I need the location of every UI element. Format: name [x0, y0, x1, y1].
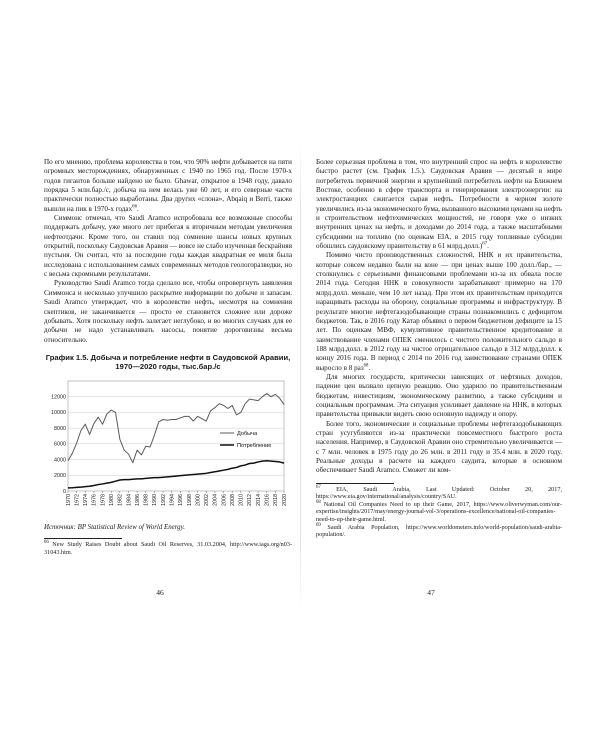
footnote-rule [316, 483, 394, 484]
x-tick-label: 2018 [273, 493, 280, 506]
footnote-mark: 66 [44, 539, 49, 545]
footnote-text: EIA, Saudi Arabia, Last Updated: October 20, 2017, https://www.eia.gov/international/analysis/country/SAU. [316, 485, 562, 501]
left-paragraph-3: Руководство Saudi Aramco тогда сделало все, чтобы опровергнуть заявления Симмонса и несколько улучшило раскрытие информации по добыче и запасам. Saudi Aramco утверждает, что в королевстве нефть, несмотря на сомнения скептиков, не заканчивается — просто ее становится сложнее или дороже добывать. Хотя поскольку нефть залегает неглубоко, и во многих случаях для ее добычи не надо устанавливать насосы, понятие дороговизны весьма относительно. [44, 279, 292, 344]
x-tick-label: 2004 [212, 493, 219, 506]
chart-source: Источник: BP Statistical Review of World Energy. [44, 523, 185, 531]
left-paragraph-2: Симмонс отмечал, что Saudi Aramco испробовала все возможные способы поддержать добычу, уже много лет прибегая к вторичным методам увеличения нефтеотдачи. Кроме того, он ставил под сомнение шансы новых крупных открытий, поскольку Саудовская Аравия — вовсе не слабо изученная бескрайняя пустыня. Он считал, что за последние годы каждая квадратная ее миля была исследована с использованием самых современных методов геологоразведки, но с весьма скромными результатами. [44, 214, 292, 279]
x-tick-label: 1996 [178, 493, 185, 506]
x-tick-label: 1978 [100, 493, 107, 506]
x-tick-label: 2016 [264, 493, 271, 506]
x-tick-label: 2002 [204, 493, 211, 506]
x-tick-label: 1972 [74, 493, 81, 506]
footnote-text: New Study Raises Doubt about Saudi Oil Reserves, 31.03.2004, http://www.iags.org/n03-31043.htm. [44, 541, 293, 556]
y-tick-label: 12000 [51, 394, 66, 401]
x-tick-label: 2000 [195, 493, 202, 506]
left-paragraph-1: По его мнению, проблема королевства в том, что 90% нефти добывается на пяти огромных месторождениях, обнаруженных с 1940 по 1965 год. После 1970-х годов гигантов больше найдено не было. Ghawar, открытое в 1948 году, давало порядка 5 млн.бар./с, добыча на нем велась уже 60 лет, и его северные части практически полностью выработаны. Два других «слона», Abqaiq и Berri, также вышли на пик в 1970-х годах$^{66}$. [44, 158, 292, 213]
right-paragraph-1: Более серьезная проблема в том, что внутренний спрос на нефть в королевстве быстро растет (см. График 1.5.). Саудовская Аравия — десятый в мире потребитель первичной энергии и крупнейший потребитель нефти на Ближнем Востоке, особенно в сфере транспорта и генерирования электроэнергии: на электростанциях сжигается сырая нефть. Потребности в черном золоте увеличились из-за экономического бума, вызванного высокими ценами на нефть и строительством нефтехимических мощностей, не говоря уже о низких внутренних ценах на нефть, и доходами до 2014 года, а также масштабными субсидиями на топливо (по оценкам EIA, в 2015 году топливные субсидии обошлись саудовскому правительству в 61 млрд.долл.)$^{67}$. [316, 158, 562, 251]
footnote-text: Saudi Arabia Population, https://www.worldometers.info/world-population/saudi-arabia-population/. [316, 523, 563, 539]
x-tick-label: 1988 [143, 493, 150, 506]
right-paragraph-2: Помимо чисто производственных сложностей, ННК и их правительства, которые совсем недавно были на коне — при ценах выше 100 долл./бар., — столкнулись с серьезными финансовыми проблемами из-за их обвала после 2014 года. Сегодня ННК в совокупности зарабатывают примерно на 170 млрд.долл. меньше, чем 10 лет назад. При этом их правительствам приходится наращивать расходы на оборону, социальные программы и инфраструктуру. В результате многие нефтегазодобывающие страны познакомились с дефицитом бюджетов. Так, в 2016 году Катар объявил о первом бюджетном дефиците за 15 лет. По оценкам МВФ, кумулятивное правительственное кредитование и заимствование членами ОПЕК сменилось с чистого положительного сальдо в 188 млрд.долл. в 2012 году на чистое отрицательное сальдо в 312 млрд.долл. к концу 2016 года. В период с 2014 по 2016 год заимствование странами ОПЕК выросло в 8 раз$^{68}$. [316, 251, 562, 372]
x-tick-label: 2010 [238, 493, 245, 506]
right-paragraph-4: Более того, экономические и социальные проблемы нефтегазодобывающих стран усугубляются из-за практически повсеместного быстрого роста населения. Например, в Саудовской Аравии оно стремительно увеличивается — с 7 млн. человек в 1975 году до 26 млн. в 2011 году и 35.4 млн. в 2020 году. Реальные доходы в расчете на каждого саудита, которые в основном обеспечивает Saudi Aramco. Сможет ли ком- [316, 419, 562, 475]
footnote-68 [316, 501, 562, 524]
x-tick-label: 1990 [152, 493, 159, 506]
page-number-left: 46 [156, 588, 164, 597]
book-gutter [300, 140, 301, 610]
x-tick-label: 2012 [247, 493, 254, 506]
left-page [44, 158, 292, 598]
footnote-ref: 68 [363, 363, 369, 369]
footnote-text: National Oil Companies Need to up their Game, 2017, https://www.oliverwyman.com/our-expertise/insights/2017/may/energy-journal-vol-3/operations-excellence/national-oil-companies-need-to-up-their-game.html. [316, 500, 563, 524]
x-tick-label: 1970 [65, 493, 72, 506]
x-tick-label: 1976 [91, 493, 98, 506]
y-tick-label: 8000 [54, 425, 66, 432]
x-tick-label: 1992 [160, 493, 167, 506]
footnote-mark: 67 [316, 484, 321, 490]
x-tick-label: 1998 [186, 493, 193, 506]
x-tick-label: 1980 [109, 493, 115, 506]
footnote-66 [44, 541, 292, 556]
oil-chart [44, 375, 292, 521]
x-tick-label: 1982 [117, 493, 124, 506]
x-tick-label: 2008 [229, 493, 236, 506]
footnote-rule [44, 538, 122, 539]
x-tick-label: 2014 [255, 493, 262, 506]
right-paragraph-3: Для многих государств, критически зависящих от нефтяных доходов, падение цен вызвало цепную реакцию. Оно ударило по правительственным бюджетам, инвестициям, экономическому развитию, а также субсидиям и социальным программам. Эта ситуация усиливает давление на ННК, в которых правительства привыкли видеть свою основную надежду и опору. [316, 372, 562, 419]
footnote-mark: 68 [316, 499, 321, 505]
y-tick-label: 6000 [54, 441, 66, 448]
series-line-consumption [68, 460, 284, 487]
x-tick-label: 1974 [83, 493, 90, 506]
y-tick-label: 2000 [54, 472, 66, 479]
legend-label: Потребление [237, 442, 272, 449]
y-tick-label: 10000 [51, 409, 66, 416]
footnote-67 [316, 486, 562, 501]
x-tick-label: 1986 [134, 493, 141, 506]
legend-label: Добыча [237, 430, 258, 437]
oil-chart-svg [44, 375, 292, 521]
right-page [316, 158, 562, 598]
footnote-69 [316, 524, 562, 539]
x-tick-label: 1994 [169, 493, 176, 506]
x-tick-label: 2020 [281, 493, 288, 506]
y-tick-label: 4000 [54, 457, 66, 464]
page-number-right: 47 [427, 588, 435, 597]
chart-caption: График 1.5. Добыча и потребление нефти в Саудовской Аравии, 1970—2020 годы, тыс.бар./с [45, 352, 291, 372]
footnote-mark: 69 [316, 522, 321, 528]
x-tick-label: 1984 [126, 493, 133, 506]
footnote-ref: 66 [132, 204, 137, 210]
x-tick-label: 2006 [221, 493, 228, 506]
y-tick-label: 0 [63, 488, 66, 495]
footnote-ref: 67 [482, 241, 488, 247]
